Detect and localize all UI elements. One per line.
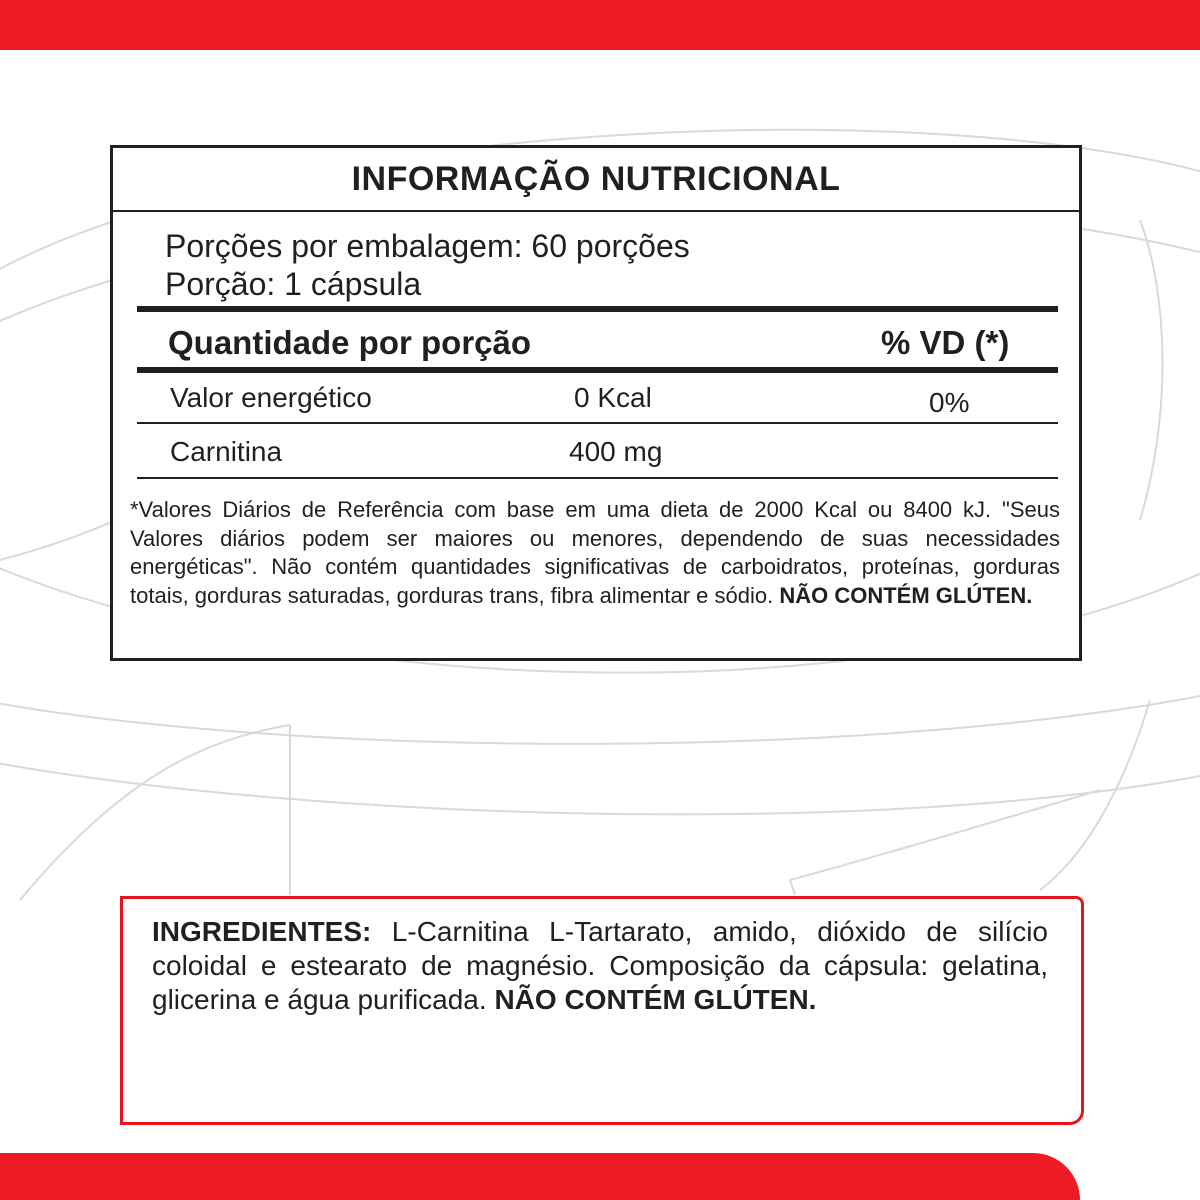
ingredients-text-block [152, 915, 1048, 1017]
nutrient-label-energy: Valor energético [170, 382, 372, 413]
daily-value-footnote [130, 496, 1060, 610]
ingredients-panel [120, 896, 1084, 1125]
ingredients-list: L-Carnitina L-Tartarato, amido, dióxido de silício coloidal e estearato de magnésio. Composição da cápsula: gelatina, glicerina e água purificada. [152, 916, 1049, 1015]
thick-divider [137, 306, 1058, 312]
row-divider [137, 477, 1058, 479]
nutrient-amount-carnitine: 400 mg [569, 436, 663, 467]
bottom-red-band [0, 1153, 1080, 1200]
serving-size: Porção: 1 cápsula [165, 266, 422, 302]
ingredients-label: INGREDIENTES: [152, 916, 372, 947]
footnote-text: *Valores Diários de Referência com base em uma dieta de 2000 Kcal ou 8400 kJ. "Seus Valores diários podem ser maiores ou menores, dependendo de suas necessidades energéticas". Não contém quantidades significativas de carboidratos, proteínas, gorduras totais, gorduras saturadas, gorduras trans, fibra alimentar e sódio. [130, 497, 1060, 608]
nutrition-title: INFORMAÇÃO NUTRICIONAL [113, 148, 1079, 212]
row-divider [137, 422, 1058, 424]
gluten-free-notice: NÃO CONTÉM GLÚTEN. [779, 582, 1033, 608]
nutrition-facts-panel [110, 145, 1082, 661]
ingredients-gluten-notice: NÃO CONTÉM GLÚTEN. [494, 984, 817, 1015]
nutrient-label-carnitine: Carnitina [170, 436, 283, 467]
nutrient-amount-energy: 0 Kcal [574, 382, 652, 413]
thick-divider [137, 367, 1058, 373]
daily-value-header: % VD (*) [881, 324, 1010, 361]
nutrient-dv-energy: 0% [929, 387, 970, 418]
servings-per-package: Porções por embalagem: 60 porções [165, 228, 690, 264]
quantity-header: Quantidade por porção [168, 324, 532, 361]
